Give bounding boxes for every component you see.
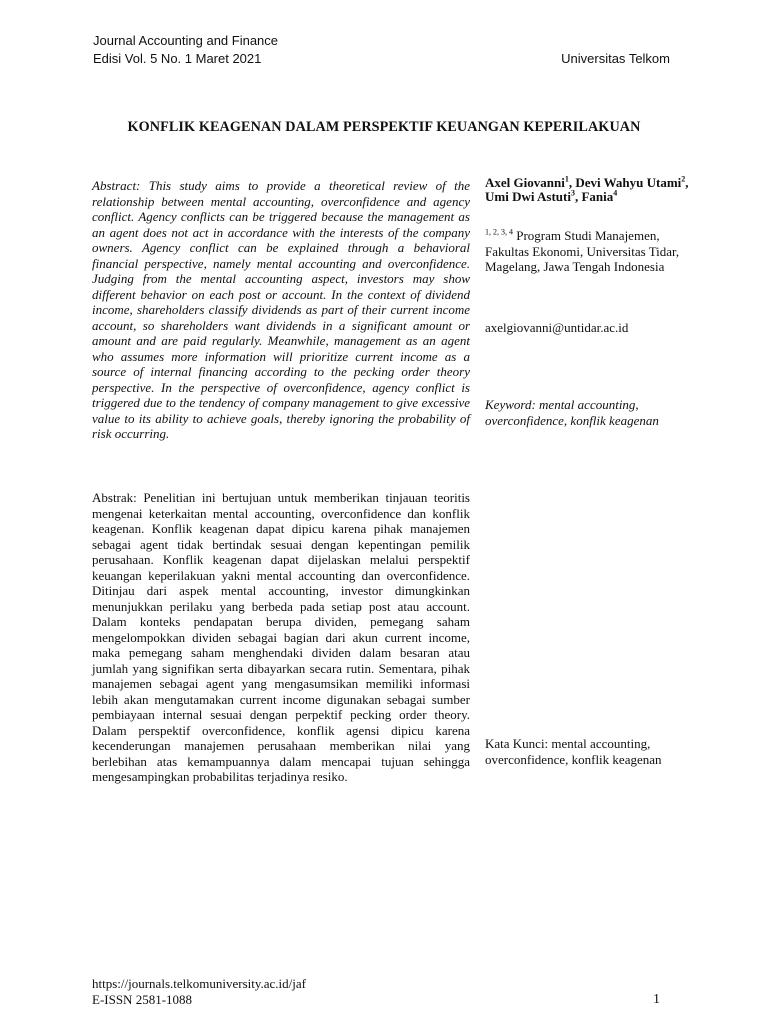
author-affil-mark: 2 — [681, 174, 686, 184]
abstract-english: Abstract: This study aims to provide a theoretical review of the relationship between mental accounting, overconfidence and agency conflict. Agency conflicts can be triggered because the management as an agent does not act in accordance with the interests of the company owners. Agency conflict can be explained through a behavioral financial perspective, namely mental accounting and overconfidence. Judging from the mental accounting aspect, investors may show different behavior on each post or account. In the context of dividend income, shareholders classify dividends as part of their current income account, so shareholders want dividends in a significant amount or amount and are paid regularly. Meanwhile, management as an agent who assumes more information will prioritize current income as a source of internal financing according to the pecking order theory perspective. In the perspective of overconfidence, agency conflict is triggered due to the tendency of company management to give excessive value to its ability to achieve goals, thereby ignoring the probability of risk occurring. — [92, 178, 470, 441]
running-header — [93, 32, 278, 68]
affiliation-marks: 1, 2, 3, 4 — [485, 227, 513, 237]
author-list: Axel Giovanni$^1$, Devi Wahyu Utami$^2$, Umi Dwi Astuti$^3$, Fania$^4$ — [485, 174, 689, 204]
journal-url[interactable]: https://journals.telkomuniversity.ac.id/jaf — [92, 976, 306, 991]
page-number: 1 — [653, 992, 660, 1007]
author-name: Axel Giovanni — [485, 175, 565, 190]
abstract-indonesian: Abstrak: Penelitian ini bertujuan untuk memberikan tinjauan teoritis mengenai keterkaitan mental accounting, overconfidence dan konflik keagenan. Konflik keagenan dapat dipicu karena pihak manajemen sebagai agent tidak bertindak sesuai dengan kepentingan pemilik perusahaan. Konflik keagenan dapat dijelaskan melalui perspektif keuangan keperilakuan yakni mental accounting dan overconfidence. Ditinjau dari aspek mental accounting, investor dimungkinkan menunjukkan perilaku yang berbeda pada setiap post atau account. Dalam konteks pendapatan berupa dividen, pemegang saham mengelompokkan dividen sebagai bagian dari akun current income, maka pemegang saham menghendaki dividen dalam besaran atau jumlah yang signifikan serta dibayarkan secara rutin. Sementara, pihak manajemen sebagai agent yang mengasumsikan memiliki informasi lebih akan mengutamakan current income digunakan sebagai sumber pembiayaan internal sesuai dengan perpektif pecking order theory. Dalam perspektif overconfidence, konflik agensi dipicu karena kecenderungan manajemen perusahaan memberikan nilai yang berlebihan atas kemampuannya dalam mencapai tujuan sehingga mengesampingkan probabilitas terjadinya resiko. — [92, 490, 470, 784]
author-name: Umi Dwi Astuti — [485, 189, 571, 204]
journal-name: Journal Accounting and Finance — [93, 33, 279, 48]
affiliation-text: Program Studi Manajemen, Fakultas Ekonomi, Universitas Tidar, Magelang, Jawa Tengah Indonesia — [485, 228, 680, 274]
author-affil-mark: 1 — [564, 174, 569, 184]
keywords-english: Keyword: mental accounting, overconfidence, konflik keagenan — [485, 397, 659, 428]
page-footer — [92, 976, 306, 1007]
university-name: Universitas Telkom — [561, 51, 670, 66]
author-name: Devi Wahyu Utami — [575, 175, 682, 190]
author-affil-mark: 3 — [570, 188, 575, 198]
affiliation — [485, 228, 700, 275]
keywords-indonesian: Kata Kunci: mental accounting, overconfidence, konflik keagenan — [485, 736, 662, 767]
journal-edition: Edisi Vol. 5 No. 1 Maret 2021 — [93, 51, 262, 66]
corresponding-email[interactable]: axelgiovanni@untidar.ac.id — [485, 320, 629, 335]
paper-title: KONFLIK KEAGENAN DALAM PERSPEKTIF KEUANGAN KEPERILAKUAN — [127, 119, 641, 135]
author-name: Fania — [581, 189, 614, 204]
author-affil-mark: 4 — [613, 188, 618, 198]
issn: E-ISSN 2581-1088 — [92, 991, 193, 1007]
